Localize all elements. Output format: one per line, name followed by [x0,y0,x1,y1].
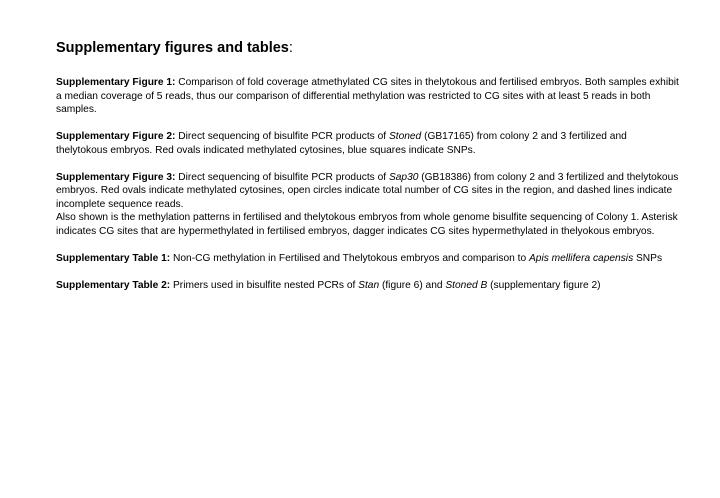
supplementary-figure-1-caption [56,76,681,117]
figure-1-label: Supplementary Figure 1: [56,77,176,88]
table-1-text-a: Non-CG methylation in Fertilised and Thelytokous embryos and comparison to [170,252,529,264]
page-title [56,38,681,58]
figure-1-text: Comparison of fold coverage atmethylated CG sites in thelytokous and fertilised embryos. Both samples exhibit a median coverage of 5 reads, thus our comparison of differential methylation was restricted to CG sites with at least 5 reads in both samples. [56,77,679,115]
supplementary-table-1-caption [56,252,681,266]
supplementary-figure-3-extra: Also shown is the methylation patterns in fertilised and thelytokous embryos from whole genome bisulfite sequencing of Colony 1. Asterisk indicates CG sites that are hypermethylated in fertilised embryos, dagger indicates CG sites hypermethylated in thelyokous embryos. [56,212,678,237]
table-2-label: Supplementary Table 2: [56,279,171,291]
supplementary-table-2-caption [56,279,681,293]
table-2-text-b: (figure 6) and [379,279,446,291]
figure-3-text-a: Direct sequencing of bisulfite PCR products of [175,171,389,183]
figure-2-gene-name: Stoned [388,131,422,142]
page-title-colon: : [288,40,293,56]
table-2-gene-2: Stoned B [445,279,488,291]
supplementary-figure-3-caption [56,171,681,212]
figure-3-gene-name: Sap30 [388,171,419,183]
table-2-text-c: (supplementary figure 2) [487,279,601,291]
table-1-label: Supplementary Table 1: [56,252,171,264]
figure-2-text-a: Direct sequencing of bisulfite PCR products of [175,131,389,142]
table-2-gene-1: Stan [358,279,380,291]
table-1-species-name: Apis mellifera capensis [528,252,634,264]
figure-2-label: Supplementary Figure 2: [56,131,176,142]
supplementary-figure-2-caption [56,130,681,157]
table-1-text-b: SNPs [633,252,663,264]
figure-3-label: Supplementary Figure 3: [56,171,176,183]
page-title-text: Supplementary figures and tables [56,40,289,56]
figure-2-text-b: (GB17165) from colony 2 and 3 fertilized and thelytokous embryos. Red ovals indicated methylated cytosines, blue squares indicate SNPs. [56,131,627,156]
table-2-text-a: Primers used in bisulfite nested PCRs of [170,279,359,291]
document-page [56,38,681,306]
figure-3-text-b: (GB18386) from colony 2 and 3 fertilized and thelytokous embryos. Red ovals indicate methylated cytosines, open circles indicate total number of CG sites in the region, and dashed lines indicate incomplete sequence reads. [56,171,679,210]
